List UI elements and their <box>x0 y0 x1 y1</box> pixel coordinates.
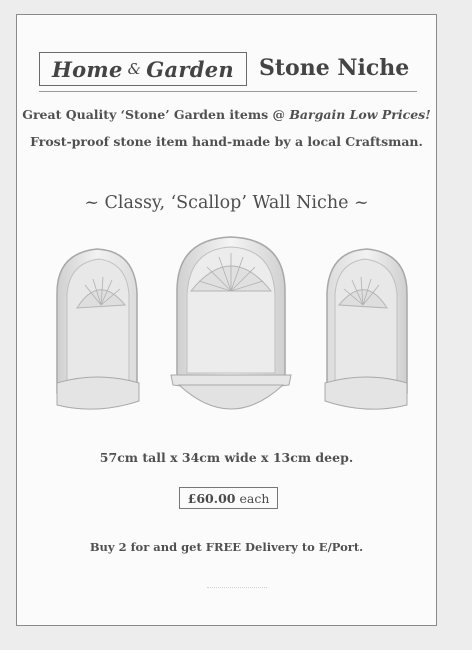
tagline-bargain-text: Bargain Low Prices! <box>289 107 431 122</box>
header-divider <box>39 91 417 92</box>
tagline-quality-text: Great Quality ‘Stone’ Garden items @ <box>22 107 290 122</box>
brand-logo <box>39 52 247 86</box>
niche-photo-left <box>47 233 147 413</box>
niche-photo-right <box>317 233 417 413</box>
tagline-frostproof: Frost-proof stone item hand-made by a local Craftsman. <box>30 134 423 149</box>
price-amount: £60.00 <box>187 490 236 506</box>
product-subtitle: ~ Classy, ‘Scallop’ Wall Niche ~ <box>84 193 369 213</box>
tagline-quality <box>17 107 436 122</box>
price-tag <box>179 487 278 509</box>
product-dimensions: 57cm tall x 34cm wide x 13cm deep. <box>99 450 354 465</box>
flyer-sheet <box>16 14 437 626</box>
product-photos <box>17 233 436 448</box>
brand-word-garden: Garden <box>146 56 234 82</box>
price-unit: each <box>239 490 270 506</box>
faint-mark <box>207 587 267 588</box>
brand-word-home: Home <box>51 56 123 82</box>
delivery-offer: Buy 2 for and get FREE Delivery to E/Port. <box>89 540 364 554</box>
flyer-header <box>39 52 417 94</box>
niche-photo-center <box>169 233 293 423</box>
page-title: Stone Niche <box>259 55 410 81</box>
brand-ampersand: & <box>127 60 142 78</box>
